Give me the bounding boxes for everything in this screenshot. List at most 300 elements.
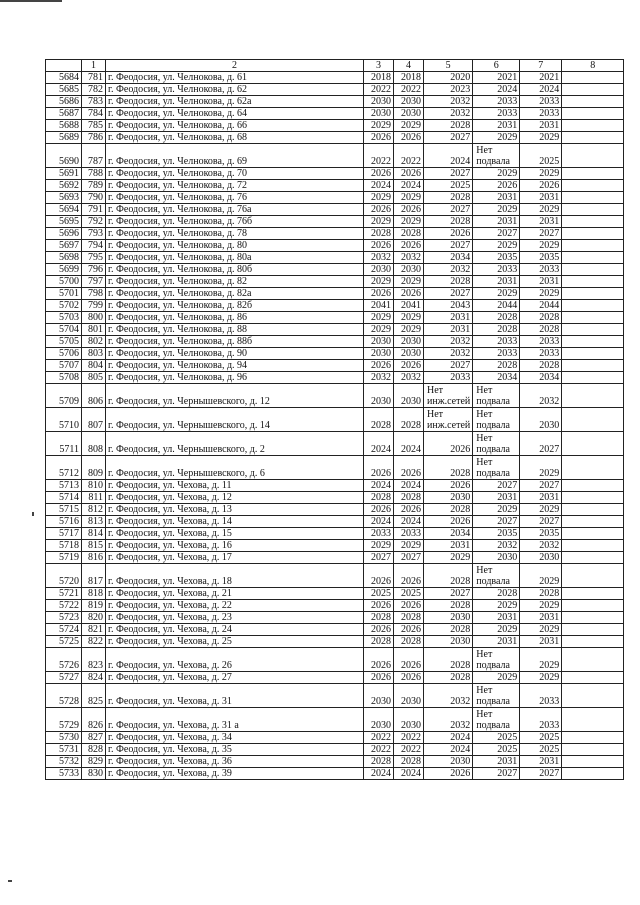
col6-cell: 2033: [473, 348, 520, 360]
col4-cell: 2030: [394, 264, 424, 276]
row-index-cell: 5690: [46, 144, 82, 168]
col8-cell: [562, 324, 624, 336]
col4-cell: 2029: [394, 324, 424, 336]
col8-cell: [562, 84, 624, 96]
table-row: [46, 360, 624, 372]
col5-cell: 2026: [424, 768, 473, 780]
col7-cell: 2025: [520, 144, 562, 168]
col8-cell: [562, 432, 624, 456]
table-row: [46, 756, 624, 768]
address-cell: г. Феодосия, ул. Челнокова, д. 64: [106, 108, 364, 120]
col3-cell: 2030: [364, 108, 394, 120]
note-line: Нет: [427, 409, 444, 420]
col6-cell: 2029: [473, 240, 520, 252]
col7-cell: 2029: [520, 564, 562, 588]
table-row: [46, 300, 624, 312]
col4-cell: 2026: [394, 672, 424, 684]
header-cell: 8: [562, 60, 624, 72]
col6-cell: 2029: [473, 204, 520, 216]
col8-cell: [562, 360, 624, 372]
row-index-cell: 5717: [46, 528, 82, 540]
col7-cell: 2024: [520, 84, 562, 96]
row-index-cell: 5711: [46, 432, 82, 456]
register-table: [45, 59, 624, 780]
row-index-cell: 5724: [46, 624, 82, 636]
col8-cell: [562, 372, 624, 384]
note-line: Нет: [476, 385, 493, 396]
col5-cell: 2020: [424, 72, 473, 84]
col7-cell: 2029: [520, 624, 562, 636]
row-index-cell: 5685: [46, 84, 82, 96]
col3-cell: 2024: [364, 432, 394, 456]
row-number-cell: 798: [82, 288, 106, 300]
table-row: [46, 528, 624, 540]
col5-cell: 2027: [424, 288, 473, 300]
col3-cell: 2026: [364, 504, 394, 516]
col3-cell: 2024: [364, 768, 394, 780]
row-number-cell: 808: [82, 432, 106, 456]
col4-cell: 2022: [394, 144, 424, 168]
row-number-cell: 804: [82, 360, 106, 372]
row-index-cell: 5729: [46, 708, 82, 732]
col4-cell: 2024: [394, 180, 424, 192]
row-number-cell: 802: [82, 336, 106, 348]
row-index-cell: 5732: [46, 756, 82, 768]
col8-cell: [562, 168, 624, 180]
col6-cell: 2028: [473, 312, 520, 324]
col7-cell: 2033: [520, 684, 562, 708]
row-number-cell: 800: [82, 312, 106, 324]
row-index-cell: 5693: [46, 192, 82, 204]
col3-cell: 2026: [364, 672, 394, 684]
col3-cell: 2022: [364, 744, 394, 756]
col4-cell: 2024: [394, 432, 424, 456]
address-cell: г. Феодосия, ул. Чехова, д. 27: [106, 672, 364, 684]
col8-cell: [562, 744, 624, 756]
col7-cell: 2029: [520, 456, 562, 480]
table-row: [46, 348, 624, 360]
row-number-cell: 824: [82, 672, 106, 684]
col8-cell: [562, 480, 624, 492]
col5-cell: 2024: [424, 732, 473, 744]
col4-cell: 2024: [394, 480, 424, 492]
row-index-cell: 5698: [46, 252, 82, 264]
col6-cell: 2028: [473, 360, 520, 372]
col4-cell: 2030: [394, 684, 424, 708]
col8-cell: [562, 120, 624, 132]
row-number-cell: 797: [82, 276, 106, 288]
col8-cell: [562, 72, 624, 84]
col6-cell: 2027: [473, 516, 520, 528]
col8-cell: [562, 264, 624, 276]
col3-cell: 2026: [364, 132, 394, 144]
col7-cell: 2032: [520, 384, 562, 408]
col3-cell: 2022: [364, 144, 394, 168]
col3-cell: 2026: [364, 288, 394, 300]
col7-cell: 2031: [520, 612, 562, 624]
address-cell: г. Феодосия, ул. Чехова, д. 26: [106, 648, 364, 672]
col8-cell: [562, 312, 624, 324]
table-row: [46, 384, 624, 408]
col6-cell: [473, 408, 520, 432]
address-cell: г. Феодосия, ул. Чернышевского, д. 12: [106, 384, 364, 408]
col8-cell: [562, 180, 624, 192]
col5-cell: 2030: [424, 636, 473, 648]
col4-cell: 2026: [394, 288, 424, 300]
row-index-cell: 5712: [46, 456, 82, 480]
col7-cell: 2029: [520, 240, 562, 252]
row-number-cell: 786: [82, 132, 106, 144]
table-row: [46, 588, 624, 600]
address-cell: г. Феодосия, ул. Чехова, д. 23: [106, 612, 364, 624]
col4-cell: 2030: [394, 348, 424, 360]
col4-cell: 2030: [394, 108, 424, 120]
col3-cell: 2028: [364, 492, 394, 504]
col5-cell: 2043: [424, 300, 473, 312]
row-number-cell: 789: [82, 180, 106, 192]
col5-cell: 2026: [424, 432, 473, 456]
col5-cell: 2026: [424, 480, 473, 492]
col8-cell: [562, 348, 624, 360]
col6-cell: 2029: [473, 624, 520, 636]
col7-cell: 2028: [520, 312, 562, 324]
col3-cell: 2024: [364, 480, 394, 492]
col6-cell: 2029: [473, 168, 520, 180]
row-index-cell: 5688: [46, 120, 82, 132]
col7-cell: 2029: [520, 648, 562, 672]
row-number-cell: 823: [82, 648, 106, 672]
col6-cell: [473, 684, 520, 708]
col3-cell: 2026: [364, 648, 394, 672]
col3-cell: 2030: [364, 348, 394, 360]
note-line: подвала: [476, 420, 510, 431]
note-line: подвала: [476, 576, 510, 587]
address-cell: г. Феодосия, ул. Чернышевского, д. 6: [106, 456, 364, 480]
col7-cell: 2034: [520, 372, 562, 384]
col6-cell: 2031: [473, 756, 520, 768]
col7-cell: 2035: [520, 252, 562, 264]
header-cell: 6: [473, 60, 520, 72]
col3-cell: 2028: [364, 636, 394, 648]
col7-cell: 2027: [520, 768, 562, 780]
col6-cell: 2032: [473, 540, 520, 552]
row-index-cell: 5731: [46, 744, 82, 756]
col7-cell: 2026: [520, 180, 562, 192]
col7-cell: 2033: [520, 348, 562, 360]
col5-cell: 2030: [424, 612, 473, 624]
col8-cell: [562, 288, 624, 300]
col8-cell: [562, 588, 624, 600]
row-index-cell: 5686: [46, 96, 82, 108]
col3-cell: 2030: [364, 684, 394, 708]
row-index-cell: 5723: [46, 612, 82, 624]
row-index-cell: 5720: [46, 564, 82, 588]
col8-cell: [562, 684, 624, 708]
col5-cell: 2032: [424, 264, 473, 276]
col3-cell: 2028: [364, 756, 394, 768]
col6-cell: [473, 144, 520, 168]
col3-cell: 2026: [364, 624, 394, 636]
note-line: Нет: [476, 145, 493, 156]
row-number-cell: 783: [82, 96, 106, 108]
col7-cell: 2028: [520, 360, 562, 372]
col7-cell: 2028: [520, 324, 562, 336]
col8-cell: [562, 144, 624, 168]
col4-cell: 2029: [394, 120, 424, 132]
col3-cell: 2032: [364, 372, 394, 384]
row-index-cell: 5708: [46, 372, 82, 384]
header-cell: [46, 60, 82, 72]
row-index-cell: 5715: [46, 504, 82, 516]
col7-cell: 2033: [520, 264, 562, 276]
col5-cell: 2028: [424, 192, 473, 204]
row-index-cell: 5702: [46, 300, 82, 312]
address-cell: г. Феодосия, ул. Чехова, д. 36: [106, 756, 364, 768]
row-index-cell: 5697: [46, 240, 82, 252]
table-row: [46, 168, 624, 180]
col4-cell: 2024: [394, 768, 424, 780]
address-cell: г. Феодосия, ул. Чехова, д. 35: [106, 744, 364, 756]
address-cell: г. Феодосия, ул. Чехова, д. 31 а: [106, 708, 364, 732]
col6-cell: [473, 564, 520, 588]
col8-cell: [562, 204, 624, 216]
address-cell: г. Феодосия, ул. Челнокова, д. 72: [106, 180, 364, 192]
row-index-cell: 5728: [46, 684, 82, 708]
col7-cell: 2031: [520, 120, 562, 132]
table-row: [46, 204, 624, 216]
col4-cell: 2028: [394, 756, 424, 768]
col5-cell: 2027: [424, 132, 473, 144]
col6-cell: 2028: [473, 588, 520, 600]
table-row: [46, 732, 624, 744]
col6-cell: 2031: [473, 612, 520, 624]
table-row: [46, 336, 624, 348]
note-line: подвала: [476, 468, 510, 479]
row-index-cell: 5707: [46, 360, 82, 372]
row-index-cell: 5730: [46, 732, 82, 744]
row-number-cell: 826: [82, 708, 106, 732]
col4-cell: 2032: [394, 252, 424, 264]
col5-cell: 2031: [424, 324, 473, 336]
col7-cell: 2029: [520, 288, 562, 300]
col6-cell: [473, 384, 520, 408]
address-cell: г. Феодосия, ул. Челнокова, д. 88б: [106, 336, 364, 348]
col8-cell: [562, 504, 624, 516]
col4-cell: 2026: [394, 456, 424, 480]
note-line: Нет: [476, 649, 493, 660]
row-index-cell: 5727: [46, 672, 82, 684]
col6-cell: 2035: [473, 252, 520, 264]
col6-cell: 2028: [473, 324, 520, 336]
col8-cell: [562, 516, 624, 528]
col6-cell: 2031: [473, 492, 520, 504]
col7-cell: 2027: [520, 480, 562, 492]
table-row: [46, 132, 624, 144]
row-index-cell: 5710: [46, 408, 82, 432]
address-cell: г. Феодосия, ул. Челнокова, д. 88: [106, 324, 364, 336]
row-number-cell: 791: [82, 204, 106, 216]
col5-cell: 2028: [424, 276, 473, 288]
col6-cell: 2025: [473, 744, 520, 756]
col7-cell: 2027: [520, 516, 562, 528]
table-row: [46, 648, 624, 672]
table-row: [46, 612, 624, 624]
col8-cell: [562, 768, 624, 780]
address-cell: г. Феодосия, ул. Чехова, д. 21: [106, 588, 364, 600]
address-cell: г. Феодосия, ул. Чехова, д. 14: [106, 516, 364, 528]
row-number-cell: 830: [82, 768, 106, 780]
col5-cell: 2027: [424, 240, 473, 252]
row-index-cell: 5704: [46, 324, 82, 336]
row-index-cell: 5696: [46, 228, 82, 240]
address-cell: г. Феодосия, ул. Чехова, д. 34: [106, 732, 364, 744]
col4-cell: 2029: [394, 312, 424, 324]
col4-cell: 2029: [394, 276, 424, 288]
col5-cell: 2034: [424, 252, 473, 264]
col7-cell: 2031: [520, 216, 562, 228]
col6-cell: 2025: [473, 732, 520, 744]
col5-cell: 2031: [424, 312, 473, 324]
table-row: [46, 312, 624, 324]
col3-cell: 2029: [364, 216, 394, 228]
col5-cell: [424, 384, 473, 408]
header-cell: 5: [424, 60, 473, 72]
row-index-cell: 5692: [46, 180, 82, 192]
col5-cell: 2027: [424, 588, 473, 600]
col5-cell: 2026: [424, 516, 473, 528]
header-cell: 7: [520, 60, 562, 72]
col4-cell: 2030: [394, 384, 424, 408]
row-index-cell: 5725: [46, 636, 82, 648]
row-index-cell: 5713: [46, 480, 82, 492]
table-row: [46, 324, 624, 336]
col6-cell: 2021: [473, 72, 520, 84]
table-row: [46, 432, 624, 456]
col6-cell: 2033: [473, 108, 520, 120]
row-number-cell: 807: [82, 408, 106, 432]
row-index-cell: 5700: [46, 276, 82, 288]
row-index-cell: 5718: [46, 540, 82, 552]
col6-cell: [473, 708, 520, 732]
col5-cell: 2028: [424, 624, 473, 636]
col3-cell: 2026: [364, 600, 394, 612]
col3-cell: 2028: [364, 612, 394, 624]
address-cell: г. Феодосия, ул. Челнокова, д. 80: [106, 240, 364, 252]
address-cell: г. Феодосия, ул. Челнокова, д. 86: [106, 312, 364, 324]
col5-cell: 2028: [424, 504, 473, 516]
table-row: [46, 552, 624, 564]
col7-cell: 2029: [520, 132, 562, 144]
address-cell: г. Феодосия, ул. Чехова, д. 39: [106, 768, 364, 780]
table-row: [46, 408, 624, 432]
row-index-cell: 5694: [46, 204, 82, 216]
table-body: [46, 72, 624, 780]
note-line: Нет: [476, 457, 493, 468]
address-cell: г. Феодосия, ул. Челнокова, д. 61: [106, 72, 364, 84]
row-number-cell: 796: [82, 264, 106, 276]
row-number-cell: 792: [82, 216, 106, 228]
col3-cell: 2026: [364, 456, 394, 480]
address-cell: г. Феодосия, ул. Челнокова, д. 78: [106, 228, 364, 240]
row-number-cell: 787: [82, 144, 106, 168]
col4-cell: 2026: [394, 168, 424, 180]
address-cell: г. Феодосия, ул. Чехова, д. 25: [106, 636, 364, 648]
col8-cell: [562, 108, 624, 120]
col5-cell: 2032: [424, 348, 473, 360]
col4-cell: 2022: [394, 84, 424, 96]
row-index-cell: 5719: [46, 552, 82, 564]
row-number-cell: 782: [82, 84, 106, 96]
col5-cell: 2027: [424, 204, 473, 216]
col3-cell: 2029: [364, 192, 394, 204]
table-row: [46, 72, 624, 84]
col8-cell: [562, 648, 624, 672]
col6-cell: 2029: [473, 600, 520, 612]
note-line: Нет: [476, 433, 493, 444]
col4-cell: 2030: [394, 336, 424, 348]
row-number-cell: 785: [82, 120, 106, 132]
col8-cell: [562, 600, 624, 612]
col4-cell: 2030: [394, 708, 424, 732]
row-number-cell: 829: [82, 756, 106, 768]
col6-cell: 2029: [473, 132, 520, 144]
col7-cell: 2027: [520, 432, 562, 456]
row-index-cell: 5691: [46, 168, 82, 180]
address-cell: г. Феодосия, ул. Чернышевского, д. 14: [106, 408, 364, 432]
table-row: [46, 744, 624, 756]
col7-cell: 2031: [520, 636, 562, 648]
row-number-cell: 816: [82, 552, 106, 564]
row-number-cell: 806: [82, 384, 106, 408]
col7-cell: 2033: [520, 96, 562, 108]
note-line: подвала: [476, 660, 510, 671]
address-cell: г. Феодосия, ул. Чехова, д. 24: [106, 624, 364, 636]
col5-cell: 2031: [424, 540, 473, 552]
col7-cell: 2044: [520, 300, 562, 312]
col6-cell: 2044: [473, 300, 520, 312]
row-number-cell: 801: [82, 324, 106, 336]
row-number-cell: 809: [82, 456, 106, 480]
col6-cell: [473, 432, 520, 456]
row-number-cell: 811: [82, 492, 106, 504]
col7-cell: 2033: [520, 708, 562, 732]
col5-cell: 2032: [424, 708, 473, 732]
row-number-cell: 814: [82, 528, 106, 540]
address-cell: г. Феодосия, ул. Челнокова, д. 70: [106, 168, 364, 180]
col3-cell: 2027: [364, 552, 394, 564]
col4-cell: 2026: [394, 204, 424, 216]
col6-cell: 2029: [473, 504, 520, 516]
col6-cell: 2033: [473, 96, 520, 108]
col7-cell: 2025: [520, 732, 562, 744]
header-cell: 2: [106, 60, 364, 72]
address-cell: г. Феодосия, ул. Чехова, д. 17: [106, 552, 364, 564]
col5-cell: 2027: [424, 360, 473, 372]
col8-cell: [562, 456, 624, 480]
col5-cell: 2027: [424, 168, 473, 180]
table-row: [46, 252, 624, 264]
row-index-cell: 5716: [46, 516, 82, 528]
address-cell: г. Феодосия, ул. Челнокова, д. 76: [106, 192, 364, 204]
row-number-cell: 813: [82, 516, 106, 528]
col4-cell: 2041: [394, 300, 424, 312]
header-cell: 4: [394, 60, 424, 72]
col7-cell: 2031: [520, 492, 562, 504]
row-number-cell: 799: [82, 300, 106, 312]
address-cell: г. Феодосия, ул. Челнокова, д. 90: [106, 348, 364, 360]
col8-cell: [562, 252, 624, 264]
note-line: инж.сетей: [427, 396, 471, 407]
